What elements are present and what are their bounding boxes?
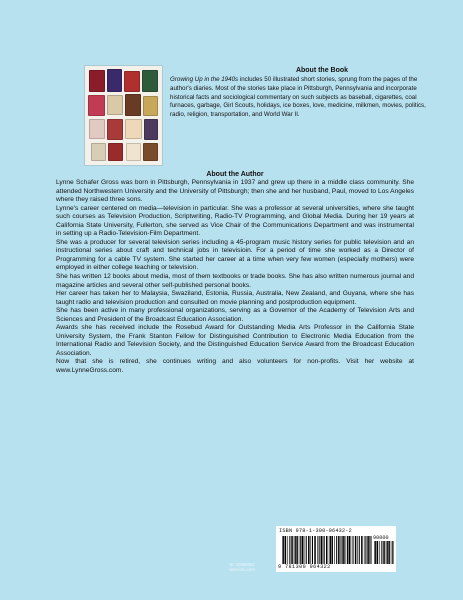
barcode-bar [338, 536, 340, 564]
author-paragraph: Now that she is retired, she continues writing and also volunteers for non-profits. Visit her website at www.LynneGross.com. [56, 358, 414, 375]
barcode-bar [287, 536, 288, 564]
barcode-bar [304, 536, 305, 564]
barcode-box [276, 526, 396, 572]
barcode-bar [374, 541, 375, 564]
barcode-bar [308, 536, 310, 564]
barcode-bar [361, 536, 363, 564]
about-book-body: includes 50 illustrated short stories, sprung from the pages of the author's diaries. Most of the stories take place in Pittsburgh, Pennsylvania and incorporate historical facts and sociological commentary on such subjects as baseball, cigarettes, coal furnaces, garbage, Girl Scouts, holidays, ice boxes, love, medicine, milkmen, movies, politics, radio, religion, transportation, and World War II. [170, 76, 426, 119]
barcode-bar [351, 536, 352, 564]
barcode-bar [296, 536, 298, 564]
barcode-bar [377, 541, 379, 564]
barcode-bar [355, 536, 357, 564]
author-paragraph: She has been active in many professional organizations, serving as a Governor of the Academy of Television Arts and Sciences and President of the Broadcast Education Association. [56, 307, 414, 323]
author-paragraph: Awards she has received include the Rosebud Award for Outstanding Media Arts Professor in the California State University System, the Frank Stanton Fellow for Distinguished Contribution to Electronic Media Education from the International Radio and Television Society, and the Distinguished Education Service Award from the Broadcast Education Association. [56, 324, 414, 357]
diary-book [91, 143, 106, 161]
barcode-bar [391, 541, 392, 564]
barcode-bar [289, 536, 290, 564]
barcode-bar [329, 536, 330, 564]
barcode-bar [330, 536, 331, 564]
barcode-bar [370, 536, 371, 564]
author-paragraph: Lynne's career centered on media—television in particular. She was a professor at several universities, where she taught such courses as Television Production, Scriptwriting, Radio-TV Programming, and Global Media. During her 19 years at California State University, Fullerton, she served as Vice Chair of the Communications Department and was instrumental in setting up a Radio-Television-Film Department. [56, 204, 414, 238]
barcode-bar [285, 536, 287, 564]
diary-book [125, 94, 141, 116]
diary-book [143, 96, 158, 116]
barcode-bar [357, 536, 358, 564]
barcode-bar [365, 536, 366, 564]
diary-book [88, 95, 105, 116]
barcode-bar [334, 536, 335, 564]
diary-book [143, 143, 158, 161]
barcode-bar [321, 536, 323, 564]
about-author-section [56, 171, 414, 376]
barcode-bar [317, 536, 318, 564]
diary-book [108, 143, 123, 161]
barcode-bar [342, 536, 343, 564]
barcode-bar [295, 536, 296, 564]
barcode-bar [331, 536, 333, 564]
barcode-bar [312, 536, 313, 564]
ean-barcode [282, 536, 372, 564]
barcode-bar [336, 536, 337, 564]
about-book-heading: About the Book [295, 67, 349, 74]
diary-book [89, 119, 105, 139]
barcode-bar [353, 536, 354, 564]
barcode-bar [300, 536, 301, 564]
about-book-text [170, 76, 434, 120]
barcode-bar [299, 536, 300, 564]
diary-book [107, 95, 123, 115]
barcode-bar [323, 536, 324, 564]
barcode-bar [359, 536, 360, 564]
barcode-bar [388, 541, 390, 564]
barcode-bar [341, 536, 342, 564]
barcode-bar [319, 536, 320, 564]
barcode-bar [392, 541, 393, 564]
diary-book [125, 119, 142, 139]
diary-book [107, 69, 122, 92]
barcode-bar [314, 536, 316, 564]
barcode-bar [381, 541, 382, 564]
barcode-bar [364, 536, 365, 564]
author-paragraph: Lynne Schafer Gross was born in Pittsburgh, Pennsylvania in 1937 and grew up there in a middle class community. She attended Northwestern University and the University of Pittsburgh; then she and her husband, Paul, moved to Los Angeles where they raised three sons. [56, 179, 414, 204]
author-paragraph: She was a producer for several television series including a 45-program music history series for public television and an instructional series about craft and technical jobs in televisioin. For a period of time she worked as a Director of Programming for a cable TV system. She started her career at a time when very few women (especially mothers) were employed in either college teaching or television. [56, 238, 414, 272]
diary-book [142, 70, 158, 92]
barcode-bar [282, 536, 283, 564]
isbn-text: ISBN 978-1-300-96432-2 [279, 528, 352, 534]
addon-barcode [374, 541, 394, 564]
diary-book [107, 119, 123, 140]
author-paragraph: She has written 12 books about media, most of them textbooks or trade books. She has also written numerous journal and magazine articles and several other self-published personal books. [56, 273, 414, 289]
barcode-bar [302, 536, 304, 564]
author-paragraph: Her career has taken her to Malaysia, Swaziland, Estonia, Russia, Australia, New Zealand, and Guyana, where she has taught radio and television production and consulted on movie planning and postproduction equipment. [56, 290, 414, 306]
diary-book [124, 71, 140, 92]
about-book-section [170, 67, 434, 120]
diaries-photo [85, 66, 162, 165]
diary-book [89, 70, 105, 92]
barcode-bar [306, 536, 307, 564]
barcode-bar [383, 541, 385, 564]
barcode-bar [346, 536, 347, 564]
barcode-bar [326, 536, 328, 564]
barcode-bar [310, 536, 311, 564]
barcode-bar [347, 536, 348, 564]
book-title: Growing Up in the 1940s [170, 76, 239, 83]
barcode-bar [294, 536, 295, 564]
printer-site: www.lulu.com [229, 567, 255, 572]
barcode-bar [379, 541, 380, 564]
barcode-bar [386, 541, 387, 564]
barcode-bar [349, 536, 351, 564]
printer-id-block [213, 562, 271, 572]
barcode-bar [369, 536, 370, 564]
barcode-bar [375, 541, 376, 564]
barcode-bar [283, 536, 284, 564]
ean-digits: 9 781300 964322 [278, 564, 331, 570]
diary-book [144, 119, 158, 140]
about-author-heading: About the Author [206, 171, 264, 178]
printer-id: ID: 10498962 [229, 562, 255, 567]
diary-book [126, 143, 141, 161]
barcode-bar [343, 536, 345, 564]
barcode-bar [291, 536, 293, 564]
addon-digits: 90000 [373, 535, 389, 541]
barcode-bar [324, 536, 325, 564]
barcode-bar [387, 541, 388, 564]
barcode-bar [367, 536, 369, 564]
